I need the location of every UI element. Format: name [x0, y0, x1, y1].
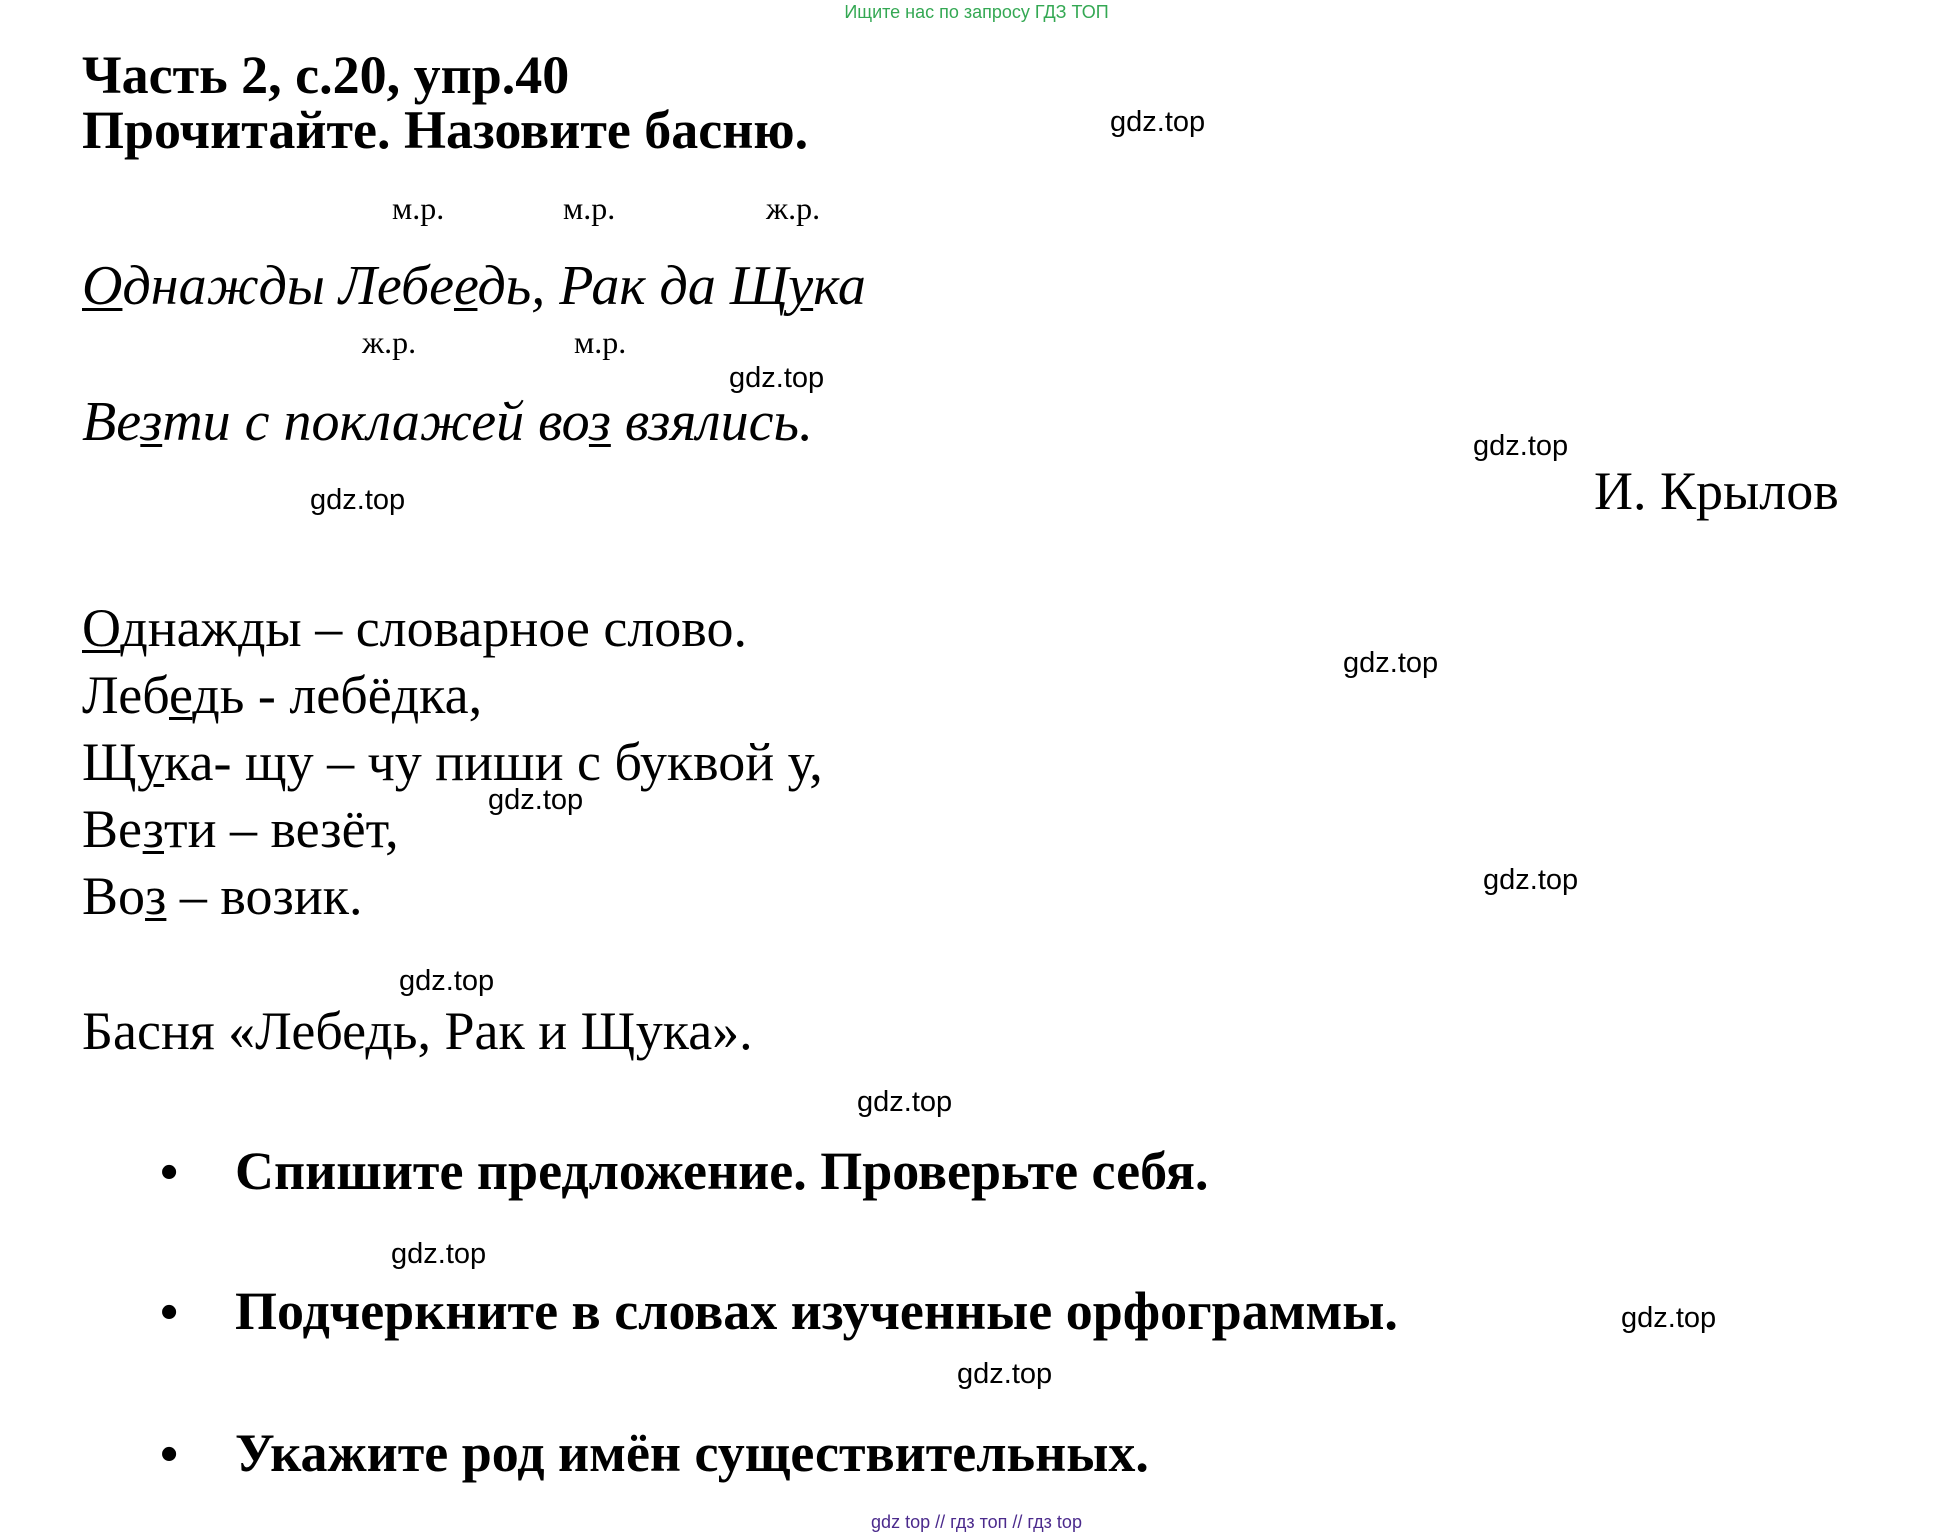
top-banner[interactable]: Ищите нас по запросу ГДЗ ТОП — [844, 2, 1109, 22]
bottom-banner[interactable]: gdz top // гдз топ // гдз top — [871, 1512, 1082, 1532]
orthogram-underline: з — [588, 391, 611, 453]
watermark: gdz.top — [391, 1238, 487, 1270]
watermark: gdz.top — [399, 965, 495, 997]
watermark: gdz.top — [957, 1358, 1053, 1390]
poem-line-1: Однажды Лебеедь, Рак да Щука — [82, 255, 866, 317]
explanation-line: Лебедь - лебёдка, — [82, 665, 483, 725]
explanation-line: Однажды – словарное слово. — [82, 598, 747, 658]
watermark: gdz.top — [1110, 106, 1206, 138]
watermark: gdz.top — [1343, 647, 1439, 679]
gender-label-rak: м.р. — [563, 190, 616, 226]
watermark: gdz.top — [729, 362, 825, 394]
explanation-line: Везти – везёт, — [82, 799, 399, 859]
bullet: • — [160, 1284, 179, 1341]
orthogram-underline: О — [82, 255, 123, 317]
author: И. Крылов — [1594, 461, 1839, 521]
gender-label-poklazha: ж.р. — [362, 324, 417, 360]
gender-label-lebed: м.р. — [392, 190, 445, 226]
watermark: gdz.top — [1473, 430, 1569, 462]
explanation-line: Воз – возик. — [82, 866, 363, 926]
watermark: gdz.top — [1483, 864, 1579, 896]
explanation-line: Щука- щу – чу пиши с буквой у, — [82, 732, 823, 792]
gender-label-voz: м.р. — [574, 324, 627, 360]
page-title: Часть 2, с.20, упр.40 — [82, 45, 570, 105]
orthogram-underline: е — [453, 255, 478, 317]
instruction: Прочитайте. Назовите басню. — [82, 100, 809, 160]
bullet: • — [160, 1144, 179, 1201]
bullet: • — [160, 1426, 179, 1483]
gender-label-shchuka: ж.р. — [766, 190, 821, 226]
poem-line-2: Везти с поклажей воз взялись. — [82, 391, 814, 453]
orthogram-underline: у — [788, 255, 814, 317]
task-item: Укажите род имён существительных. — [235, 1423, 1149, 1483]
watermark: gdz.top — [310, 484, 406, 516]
watermark: gdz.top — [857, 1086, 953, 1118]
fable-answer: Басня «Лебедь, Рак и Щука». — [82, 1001, 753, 1061]
watermark: gdz.top — [488, 784, 584, 816]
orthogram-underline: з — [140, 391, 163, 453]
task-item: Подчеркните в словах изученные орфограммы. — [235, 1281, 1398, 1341]
task-item: Спишите предложение. Проверьте себя. — [235, 1141, 1209, 1201]
watermark: gdz.top — [1621, 1302, 1717, 1334]
